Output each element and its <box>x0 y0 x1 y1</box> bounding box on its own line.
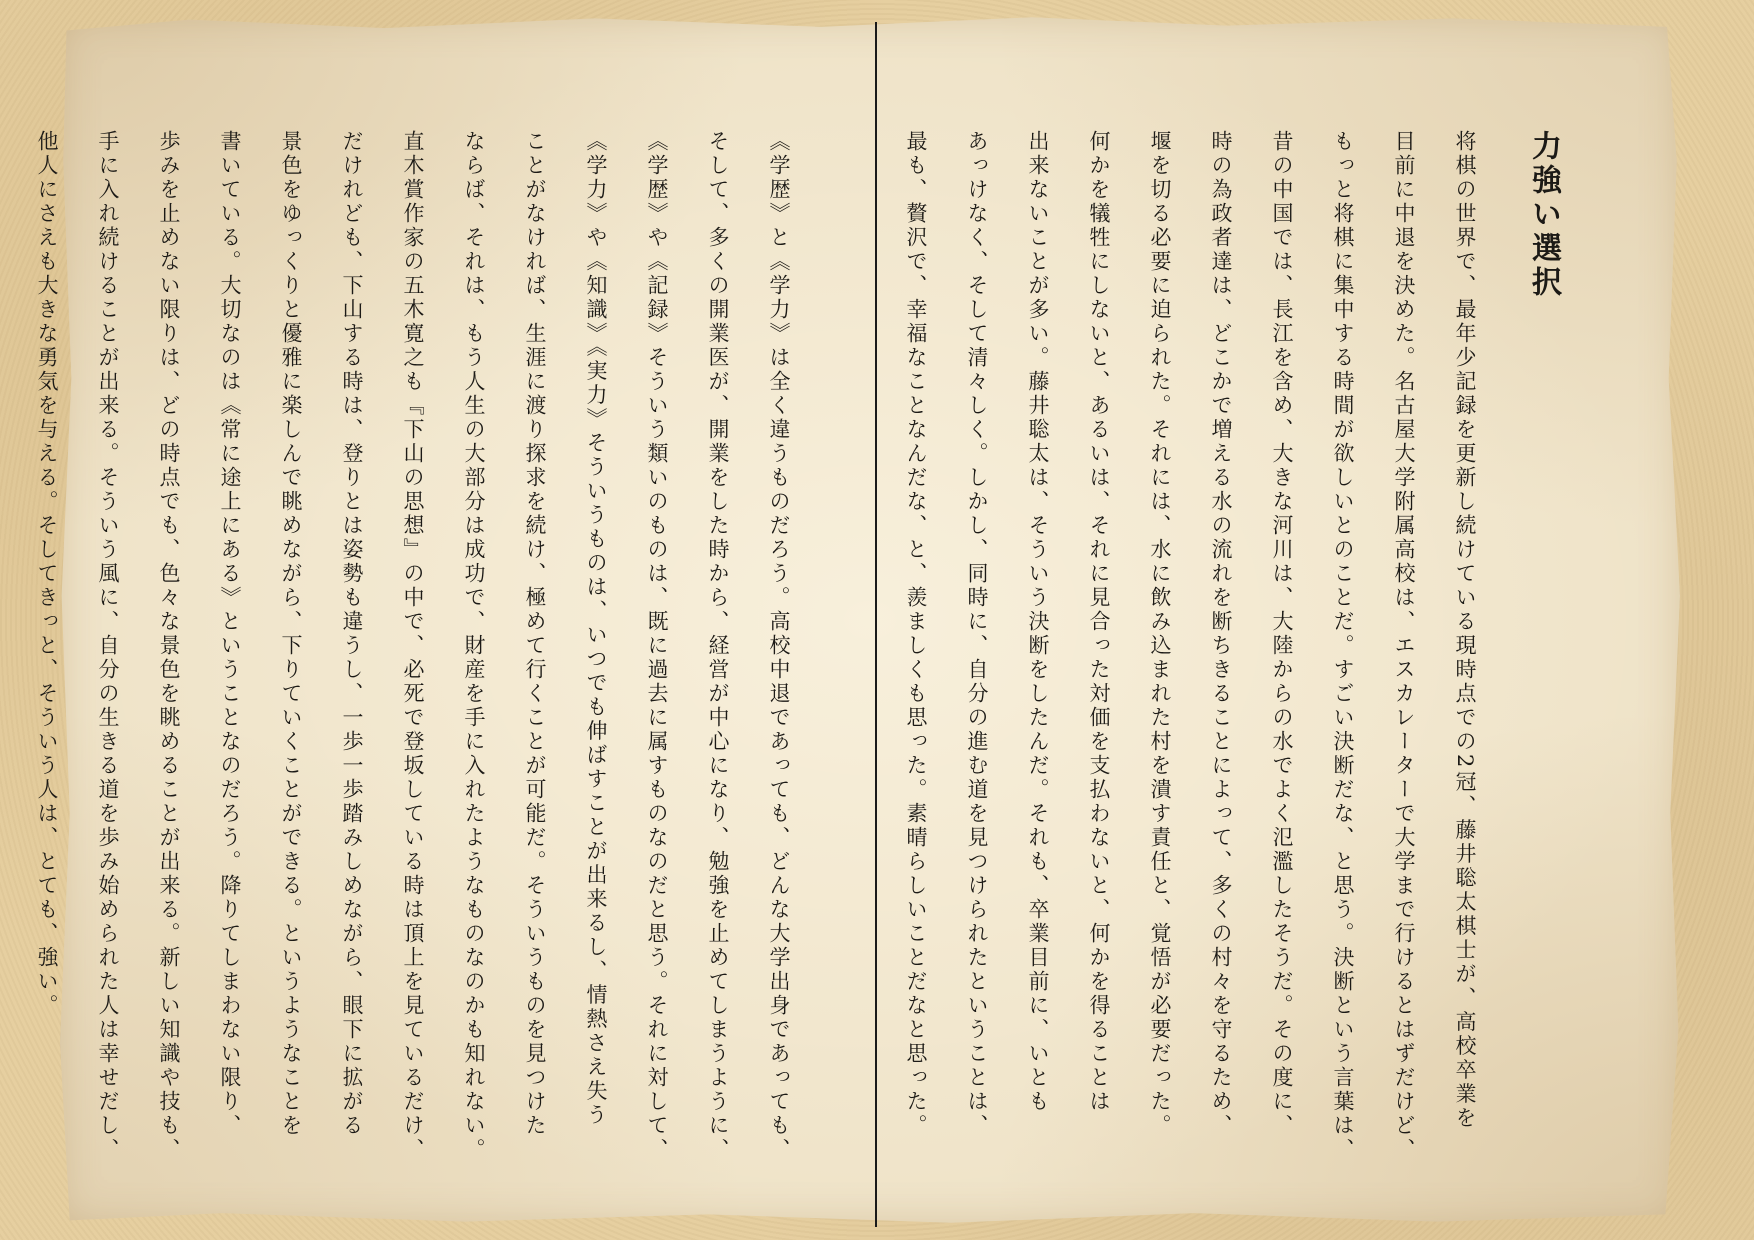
text-line: 書いている。大切なのは《常に途上にある》ということなのだろう。降りてしまわない限り、 <box>218 130 242 1138</box>
text-line: だけれども、下山する時は、登りとは姿勢も違うし、一歩一歩踏みしめながら、眼下に拡がる <box>340 130 364 1138</box>
text-line: 直木賞作家の五木寛之も『下山の思想』の中で、必死で登坂している時は頂上を見ているだけ、 <box>401 130 425 1162</box>
text-line: 目前に中退を決めた。名古屋大学附属高校は、エスカレーターで大学まで行けるとはずだけど、 <box>1392 130 1416 1162</box>
text-line: 他人にさえも大きな勇気を与える。そしてきっと、そういう人は、とても、強い。 <box>35 130 59 1018</box>
right-page <box>814 130 1574 1162</box>
text-line: 手に入れ続けることが出来る。そういう風に、自分の生きる道を歩み始められた人は幸せだし、 <box>96 130 120 1162</box>
article-title: 力強い選択 <box>1526 130 1561 300</box>
text-line: 《学力》や《知識》《実力》そういうものは、いつでも伸ばすことが出来るし、情熱さえ失う <box>584 130 608 1128</box>
text-line: そして、多くの開業医が、開業をした時から、経営が中心になり、勉強を止めてしまうように、 <box>706 130 730 1162</box>
text-line: 昔の中国では、長江を含め、大きな河川は、大陸からの水でよく氾濫したそうだ。その度に、 <box>1270 130 1294 1138</box>
text-line: ことがなければ、生涯に渡り探求を続け、極めて行くことが可能だ。そういうものを見つけた <box>523 130 547 1138</box>
text-line: もっと将棋に集中する時間が欲しいとのことだ。すごい決断だな、と思う。決断という言葉は、 <box>1331 130 1355 1162</box>
left-page <box>35 130 809 1162</box>
text-line: 将棋の世界で、最年少記録を更新し続けている現時点での2冠、藤井聡太棋士が、高校卒業を <box>1453 130 1477 1131</box>
text-line: 何かを犠牲にしないと、あるいは、それに見合った対価を支払わないと、何かを得ることは <box>1087 130 1111 1114</box>
text-line: 《学歴》と《学力》は全く違うものだろう。高校中退であっても、どんな大学出身であっても、 <box>767 130 791 1162</box>
text-line: 出来ないことが多い。藤井聡太は、そういう決断をしたんだ。それも、卒業目前に、いとも <box>1026 130 1050 1114</box>
text-line: ならば、それは、もう人生の大部分は成功で、財産を手に入れたようなものなのかも知れない。 <box>462 130 486 1162</box>
text-line: あっけなく、そして清々しく。しかし、同時に、自分の進む道を見つけられたということは、 <box>965 130 989 1138</box>
text-line: 堰を切る必要に迫られた。それには、水に飲み込まれた村を潰す責任と、覚悟が必要だった。 <box>1148 130 1172 1138</box>
text-line: 景色をゆっくりと優雅に楽しんで眺めながら、下りていくことができる。というようなことを <box>279 130 303 1138</box>
text-line: 歩みを止めない限りは、どの時点でも、色々な景色を眺めることが出来る。新しい知識や技も、 <box>157 130 181 1162</box>
text-line: 最も、贅沢で、幸福なことなんだな、と、羨ましくも思った。素晴らしいことだなと思った。 <box>904 130 928 1138</box>
text-line: 《学歴》や《記録》そういう類いのものは、既に過去に属すものなのだと思う。それに対して、 <box>645 130 669 1162</box>
text-line: 時の為政者達は、どこかで増える水の流れを断ちきることによって、多くの村々を守るため、 <box>1209 130 1233 1138</box>
